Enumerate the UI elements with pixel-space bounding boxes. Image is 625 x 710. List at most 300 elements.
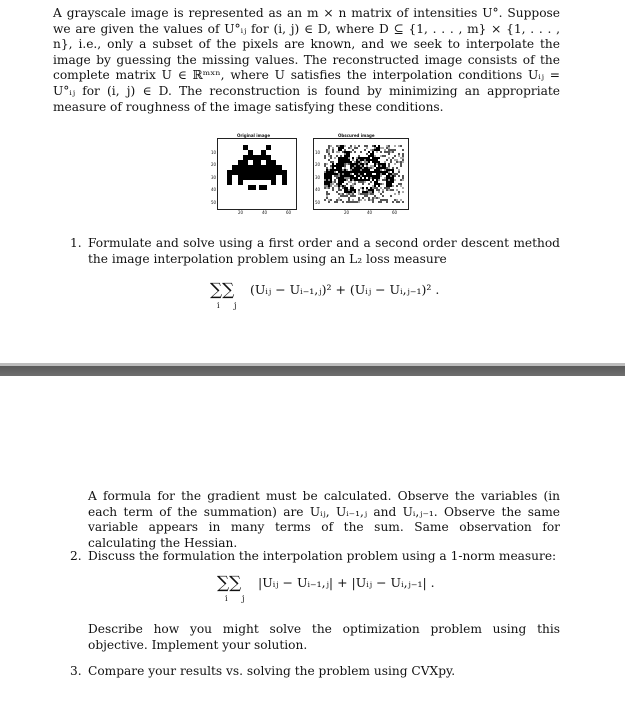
noise-pixel: [324, 177, 326, 179]
noise-pixel: [374, 177, 376, 179]
noise-pixel: [374, 195, 376, 197]
noise-pixel: [340, 163, 342, 165]
noise-pixel: [390, 189, 392, 191]
noise-pixel: [352, 187, 354, 189]
noise-pixel: [374, 171, 376, 173]
noise-pixel: [398, 155, 400, 157]
noise-pixel: [346, 171, 348, 173]
noise-pixel: [382, 163, 384, 165]
noise-pixel: [354, 195, 356, 197]
noise-pixel: [370, 171, 372, 173]
noise-pixel: [374, 197, 376, 199]
noise-pixel: [350, 187, 352, 189]
noise-pixel: [392, 181, 394, 183]
noise-pixel: [338, 147, 340, 149]
noise-pixel: [346, 201, 348, 203]
noise-pixel: [334, 179, 336, 181]
noise-pixel: [342, 195, 344, 197]
noise-pixel: [340, 145, 342, 147]
noise-pixel: [340, 147, 342, 149]
noise-pixel: [358, 157, 360, 159]
noise-pixel: [360, 169, 362, 171]
noise-pixel: [368, 189, 370, 191]
noise-pixel: [328, 181, 330, 183]
noise-pixel: [362, 169, 364, 171]
noise-pixel: [336, 185, 338, 187]
noise-pixel: [390, 169, 392, 171]
noise-pixel: [362, 193, 364, 195]
noise-pixel: [378, 185, 380, 187]
noise-pixel: [376, 161, 378, 163]
original-image-svg: [218, 139, 296, 209]
noise-pixel: [346, 169, 348, 171]
noise-pixel: [338, 151, 340, 153]
noise-pixel: [344, 189, 346, 191]
noise-pixel: [346, 195, 348, 197]
noise-pixel: [340, 161, 342, 163]
noise-pixel: [368, 191, 370, 193]
noise-pixel: [398, 201, 400, 203]
noise-pixel: [378, 191, 380, 193]
noise-pixel: [350, 147, 352, 149]
noise-pixel: [372, 201, 374, 203]
noise-pixel: [346, 191, 348, 193]
noise-pixel: [328, 177, 330, 179]
noise-pixel: [332, 187, 334, 189]
noise-pixel: [328, 173, 330, 175]
noise-pixel: [364, 161, 366, 163]
noise-pixel: [376, 169, 378, 171]
noise-pixel: [348, 159, 350, 161]
noise-pixel: [330, 173, 332, 175]
noise-pixel: [360, 193, 362, 195]
noise-pixel: [394, 155, 396, 157]
noise-pixel: [382, 167, 384, 169]
noise-pixel: [384, 167, 386, 169]
noise-pixel: [402, 155, 404, 157]
noise-pixel: [352, 167, 354, 169]
noise-pixel: [358, 191, 360, 193]
noise-pixel: [372, 193, 374, 195]
noise-pixel: [392, 177, 394, 179]
noise-pixel: [338, 145, 340, 147]
noise-pixel: [334, 181, 336, 183]
noise-pixel: [376, 173, 378, 175]
noise-pixel: [356, 165, 358, 167]
noise-pixel: [374, 185, 376, 187]
noise-pixel: [360, 161, 362, 163]
noise-pixel: [352, 199, 354, 201]
item-2-number: 2.: [70, 549, 82, 563]
noise-pixel: [384, 163, 386, 165]
noise-pixel: [358, 181, 360, 183]
noise-pixel: [378, 173, 380, 175]
noise-pixel: [342, 179, 344, 181]
noise-pixel: [366, 161, 368, 163]
noise-pixel: [328, 149, 330, 151]
noise-pixel: [382, 171, 384, 173]
noise-pixel: [354, 177, 356, 179]
noise-pixel: [332, 167, 334, 169]
noise-pixel: [360, 151, 362, 153]
noise-pixel: [366, 171, 368, 173]
noise-pixel: [356, 179, 358, 181]
noise-pixel: [334, 169, 336, 171]
noise-pixel: [392, 189, 394, 191]
noise-pixel: [328, 145, 330, 147]
noise-pixel: [374, 169, 376, 171]
noise-pixel: [358, 169, 360, 171]
noise-pixel: [378, 161, 380, 163]
noise-pixel: [350, 185, 352, 187]
obscured-image-title: Obscured image: [338, 133, 375, 138]
noise-pixel: [394, 175, 396, 177]
noise-pixel: [364, 159, 366, 161]
noise-pixel: [382, 173, 384, 175]
noise-pixel: [380, 199, 382, 201]
noise-pixel: [394, 159, 396, 161]
y-tick: 30: [315, 175, 321, 180]
noise-pixel: [358, 161, 360, 163]
noise-pixel: [342, 157, 344, 159]
x-tick: 40: [367, 210, 373, 215]
noise-pixel: [338, 169, 340, 171]
noise-pixel: [380, 151, 382, 153]
noise-pixel: [356, 157, 358, 159]
noise-pixel: [350, 171, 352, 173]
noise-pixel: [360, 187, 362, 189]
noise-pixel: [382, 179, 384, 181]
noise-pixel: [370, 187, 372, 189]
noise-pixel: [370, 155, 372, 157]
noise-pixel: [362, 175, 364, 177]
noise-pixel: [382, 189, 384, 191]
noise-pixel: [338, 177, 340, 179]
noise-pixel: [366, 191, 368, 193]
noise-pixel: [364, 199, 366, 201]
noise-pixel: [338, 189, 340, 191]
noise-pixel: [352, 157, 354, 159]
noise-pixel: [328, 183, 330, 185]
noise-pixel: [376, 167, 378, 169]
noise-pixel: [348, 147, 350, 149]
noise-pixel: [326, 171, 328, 173]
noise-pixel: [396, 199, 398, 201]
noise-pixel: [362, 189, 364, 191]
noise-pixel: [344, 191, 346, 193]
noise-pixel: [388, 151, 390, 153]
noise-pixel: [350, 193, 352, 195]
noise-pixel: [388, 149, 390, 151]
noise-pixel: [344, 151, 346, 153]
noise-pixel: [368, 199, 370, 201]
noise-pixel: [370, 165, 372, 167]
noise-pixel: [342, 161, 344, 163]
noise-pixel: [382, 199, 384, 201]
noise-pixel: [340, 177, 342, 179]
y-tick: 20: [315, 162, 321, 167]
noise-pixel: [344, 161, 346, 163]
noise-pixel: [390, 175, 392, 177]
noise-pixel: [328, 187, 330, 189]
noise-pixel: [364, 145, 366, 147]
noise-pixel: [330, 181, 332, 183]
noise-pixel: [360, 163, 362, 165]
noise-pixel: [354, 147, 356, 149]
noise-pixel: [402, 179, 404, 181]
noise-pixel: [326, 173, 328, 175]
noise-pixel: [352, 195, 354, 197]
noise-pixel: [366, 169, 368, 171]
noise-pixel: [366, 193, 368, 195]
noise-pixel: [370, 153, 372, 155]
noise-pixel: [402, 201, 404, 203]
noise-pixel: [390, 161, 392, 163]
noise-pixel: [390, 179, 392, 181]
noise-pixel: [344, 187, 346, 189]
noise-pixel: [398, 191, 400, 193]
noise-pixel: [350, 179, 352, 181]
noise-pixel: [336, 175, 338, 177]
sum-index-j: j: [242, 594, 245, 603]
noise-pixel: [396, 189, 398, 191]
noise-pixel: [358, 171, 360, 173]
invader-shape: [227, 145, 287, 190]
noise-pixel: [344, 171, 346, 173]
noise-pixel: [382, 191, 384, 193]
noise-pixel: [358, 163, 360, 165]
noise-pixel: [386, 189, 388, 191]
noise-pixel: [326, 163, 328, 165]
noise-pixel: [370, 177, 372, 179]
noise-pixel: [350, 161, 352, 163]
noise-pixel: [356, 167, 358, 169]
noise-pixel: [368, 183, 370, 185]
noise-pixel: [386, 179, 388, 181]
noise-pixel: [368, 197, 370, 199]
noise-pixel: [372, 151, 374, 153]
noise-pixel: [340, 173, 342, 175]
noise-pixel: [358, 167, 360, 169]
item-1-text: Formulate and solve using a first order and a second order descent method the image interpolation problem using an L₂ loss measure: [88, 236, 560, 266]
noise-pixel: [358, 197, 360, 199]
noise-pixel: [342, 175, 344, 177]
noise-pixel: [370, 159, 372, 161]
noise-pixel: [374, 157, 376, 159]
noise-pixel: [338, 149, 340, 151]
noise-pixel: [346, 183, 348, 185]
noise-pixel: [372, 159, 374, 161]
noise-pixel: [342, 181, 344, 183]
noise-pixel: [344, 195, 346, 197]
noise-pixel: [386, 181, 388, 183]
noise-pixel: [372, 149, 374, 151]
noise-pixel: [346, 177, 348, 179]
noise-pixel: [346, 153, 348, 155]
noise-pixel: [402, 161, 404, 163]
noise-pixel: [366, 163, 368, 165]
noise-pixel: [366, 195, 368, 197]
noise-pixel: [338, 173, 340, 175]
noise-pixel: [390, 159, 392, 161]
noise-pixel: [332, 169, 334, 171]
noise-pixel: [366, 189, 368, 191]
noise-pixel: [342, 177, 344, 179]
noise-pixel: [328, 151, 330, 153]
original-image-plot: [217, 138, 297, 210]
noise-pixel: [346, 159, 348, 161]
noise-pixel: [352, 171, 354, 173]
noise-pixel: [402, 157, 404, 159]
noise-pixel: [332, 171, 334, 173]
noise-pixel: [372, 167, 374, 169]
noise-pixel: [360, 181, 362, 183]
noise-pixel: [336, 155, 338, 157]
noise-pixel: [352, 165, 354, 167]
noise-pixel: [346, 155, 348, 157]
noise-pixel: [398, 183, 400, 185]
noise-pixel: [348, 201, 350, 203]
noise-pixel: [376, 181, 378, 183]
noise-pixel: [326, 181, 328, 183]
noise-pixel: [342, 151, 344, 153]
noise-pixel: [360, 165, 362, 167]
noise-pixel: [352, 183, 354, 185]
noise-pixel: [388, 163, 390, 165]
noise-pixel: [384, 179, 386, 181]
noise-pixel: [370, 149, 372, 151]
noise-pixel: [388, 173, 390, 175]
noise-pixel: [384, 177, 386, 179]
noise-pixel: [350, 169, 352, 171]
noise-pixel: [340, 185, 342, 187]
noise-pixel: [374, 181, 376, 183]
noise-pixel: [342, 201, 344, 203]
noise-pixel: [372, 165, 374, 167]
noise-pixel: [384, 171, 386, 173]
noise-pixel: [338, 199, 340, 201]
noise-pixel: [350, 163, 352, 165]
noise-pixel: [344, 163, 346, 165]
noise-pixel: [346, 189, 348, 191]
x-tick: 20: [238, 210, 244, 215]
noise-pixel: [382, 183, 384, 185]
noise-pixel: [392, 175, 394, 177]
noise-pixel: [386, 159, 388, 161]
noise-pixel: [390, 149, 392, 151]
noise-pixel: [338, 187, 340, 189]
noise-pixel: [374, 147, 376, 149]
noise-pixel: [392, 173, 394, 175]
noise-pixel: [330, 183, 332, 185]
noise-pixel: [348, 177, 350, 179]
noise-pixel: [328, 175, 330, 177]
noise-pixel: [376, 187, 378, 189]
noise-pixel: [374, 149, 376, 151]
noise-pixel: [356, 161, 358, 163]
noise-pixel: [350, 189, 352, 191]
noise-pixel: [362, 171, 364, 173]
noise-pixel: [328, 201, 330, 203]
noise-pixel: [348, 155, 350, 157]
noise-pixel: [328, 185, 330, 187]
noise-pixel: [336, 165, 338, 167]
noise-pixel: [380, 163, 382, 165]
noise-pixel: [372, 189, 374, 191]
noise-pixel: [390, 185, 392, 187]
noise-pixel: [354, 191, 356, 193]
noise-pixel: [388, 179, 390, 181]
noise-pixel: [354, 165, 356, 167]
noise-pixel: [384, 169, 386, 171]
noise-pixel: [380, 175, 382, 177]
noise-pixel: [342, 171, 344, 173]
noise-pixel: [326, 175, 328, 177]
noise-pixel: [328, 153, 330, 155]
noise-pixel: [360, 167, 362, 169]
noise-pixel: [364, 181, 366, 183]
noise-pixel: [338, 171, 340, 173]
y-tick: 50: [211, 200, 217, 205]
noise-pixel: [376, 149, 378, 151]
noise-pixel: [388, 153, 390, 155]
noise-pixel: [386, 169, 388, 171]
sum-index-i: i: [225, 594, 228, 603]
noise-pixel: [388, 171, 390, 173]
noise-pixel: [328, 199, 330, 201]
noise-pixel: [340, 149, 342, 151]
noise-pixel: [342, 163, 344, 165]
noise-pixel: [368, 167, 370, 169]
noise-pixel: [384, 149, 386, 151]
noise-pixel: [378, 171, 380, 173]
noise-pixel: [354, 171, 356, 173]
noise-pixel: [348, 153, 350, 155]
noise-pixel: [356, 201, 358, 203]
noise-pixel: [340, 157, 342, 159]
noise-pixel: [392, 185, 394, 187]
noise-pixel: [334, 173, 336, 175]
noise-pixel: [332, 183, 334, 185]
noise-pixel: [360, 179, 362, 181]
noise-pixel: [364, 167, 366, 169]
sum-index-j: j: [234, 301, 237, 310]
noise-pixel: [374, 145, 376, 147]
noise-pixel: [344, 175, 346, 177]
noise-pixel: [336, 145, 338, 147]
noise-pixel: [324, 157, 326, 159]
noise-pixel: [376, 157, 378, 159]
original-image-title: Original image: [237, 133, 271, 138]
sum-index-i: i: [217, 301, 220, 310]
noise-pixel: [340, 175, 342, 177]
noise-pixel: [352, 163, 354, 165]
noise-pixel: [344, 185, 346, 187]
noise-pixel: [332, 165, 334, 167]
noise-pixel: [342, 147, 344, 149]
x-tick: 20: [344, 210, 350, 215]
noise-pixel: [336, 191, 338, 193]
noise-pixel: [354, 151, 356, 153]
noise-pixel: [370, 167, 372, 169]
noise-pixel: [338, 197, 340, 199]
noise-pixel: [352, 179, 354, 181]
noise-pixel: [340, 189, 342, 191]
noise-pixel: [392, 151, 394, 153]
noise-pixel: [378, 197, 380, 199]
noise-pixel: [348, 151, 350, 153]
noise-pixel: [354, 183, 356, 185]
